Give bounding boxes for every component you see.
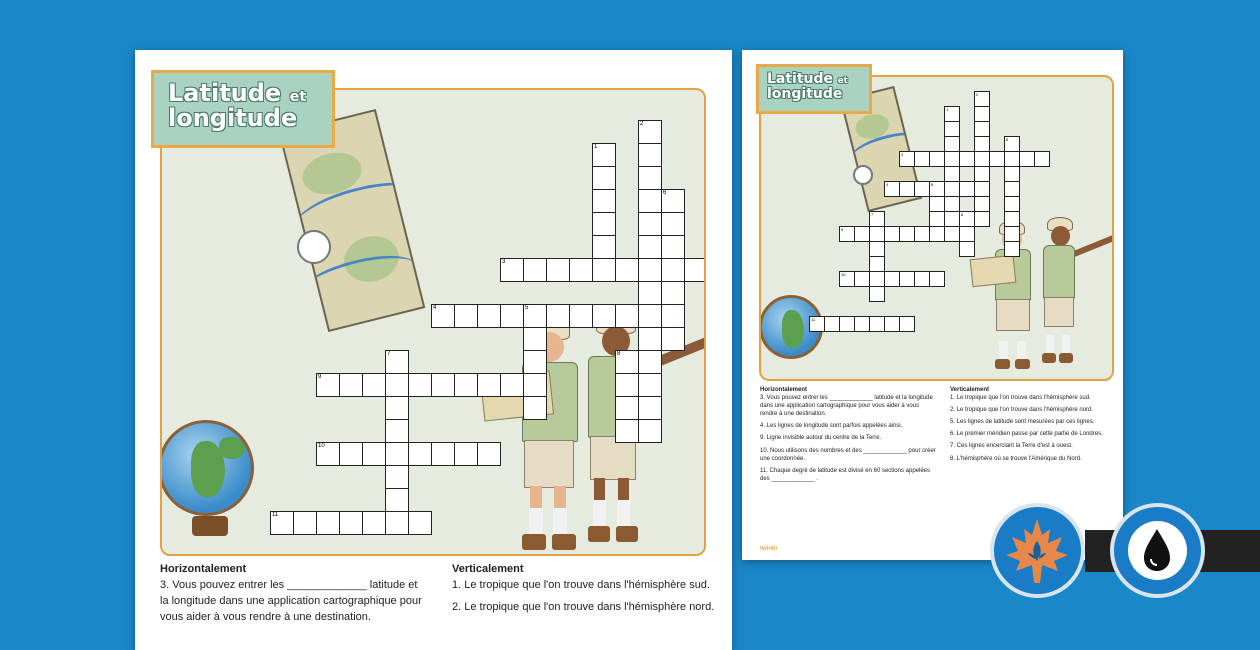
preview-title-line-1: Latitude [767,71,834,87]
crossword-cell[interactable] [454,442,478,466]
crossword-cell[interactable] [1004,196,1020,212]
crossword-cell[interactable] [1004,181,1020,197]
title-et: et [289,89,307,105]
crossword-cell[interactable] [959,151,975,167]
crossword-cell[interactable] [959,181,975,197]
preview-horizontal-clue: 10. Nous utilisons des nombres et des _____________ pour créer une coordonnée. [760,447,936,462]
crossword-cell[interactable] [974,166,990,182]
preview-vertical-heading: Verticalement [950,387,990,393]
crossword-cell[interactable] [385,511,409,535]
crossword-cell[interactable] [839,316,855,332]
crossword-cell[interactable] [869,271,885,287]
crossword-cell[interactable] [974,196,990,212]
preview-horizontal-clue: 9. Ligne invisible autour du centre de la Terre. [760,435,882,442]
preview-vertical-clue: 7. Ces lignes encerclant la Terre d'est à ouest. [950,443,1073,450]
crossword-cell[interactable] [339,511,363,535]
preview-title-et: et [837,75,848,85]
crossword-cell[interactable] [362,442,386,466]
crossword-cell[interactable] [477,442,501,466]
crossword-cell[interactable] [638,327,662,351]
crossword-cell[interactable] [523,373,547,397]
crossword-cell[interactable] [316,511,340,535]
crossword-cell[interactable] [385,442,409,466]
crossword-cell[interactable] [661,212,685,236]
crossword-cell[interactable] [1004,151,1020,167]
crossword-cell[interactable] [661,281,685,305]
crossword-cell[interactable] [500,304,524,328]
crossword-cell[interactable] [899,316,915,332]
crossword-cell[interactable] [899,271,915,287]
crossword-cell[interactable] [638,235,662,259]
crossword-cell[interactable] [454,373,478,397]
crossword-cell[interactable] [638,350,662,374]
crossword-cell[interactable] [454,304,478,328]
crossword-cell[interactable] [638,189,662,213]
title-line-2: longitude [168,104,298,133]
globe-image [160,420,254,516]
crossword-cell[interactable] [339,373,363,397]
clue-number: 7 [871,212,874,217]
crossword-cell[interactable] [684,258,706,282]
clue-number: 3 [901,152,904,157]
crossword-cell[interactable] [385,488,409,512]
crossword-cell[interactable] [959,241,975,257]
horizontal-clues [160,562,428,626]
crossword-cell[interactable] [929,211,945,227]
preview-compass-image [853,165,873,185]
crossword-cell[interactable] [899,226,915,242]
ink-drop-icon [1114,507,1201,594]
crossword-cell[interactable] [408,373,432,397]
ink-badge [1110,503,1205,598]
crossword-cell[interactable] [914,181,930,197]
crossword-cell[interactable] [661,327,685,351]
crossword-cell[interactable] [974,106,990,122]
preview-horizontal-clue: 3. Vous pouvez entrer les _____________ latitude et la longitude dans une application cartographique pour vous aider à vous rendre à une destination. [760,395,933,418]
clue-number: 9 [318,374,322,380]
clue-number: 11 [272,512,279,518]
crossword-cell[interactable] [293,511,317,535]
crossword-cell[interactable] [944,211,960,227]
preview-horizontal-clues [760,386,936,487]
clue-number: 5 [525,305,529,311]
crossword-cell[interactable] [1019,151,1035,167]
vertical-clue-1: 1. Le tropique que l'on trouve dans l'hémisphère sud. [452,578,710,591]
crossword-cell[interactable] [661,304,685,328]
crossword-cell[interactable] [569,258,593,282]
crossword-cell[interactable] [385,465,409,489]
clue-number: 11 [811,317,816,322]
crossword-cell[interactable] [854,316,870,332]
clue-number: 10 [318,443,325,449]
preview-horizontal-clue: 4. Les lignes de longitude sont parfois appelées ainsi. [760,423,903,430]
crossword-cell[interactable] [638,166,662,190]
globe-stand [192,516,228,536]
preview-frame [759,75,1114,381]
crossword-cell[interactable] [362,511,386,535]
crossword-cell[interactable] [824,316,840,332]
crossword-cell[interactable] [974,181,990,197]
crossword-cell[interactable] [929,196,945,212]
crossword-cell[interactable] [974,121,990,137]
crossword-cell[interactable] [974,151,990,167]
crossword-cell[interactable] [974,211,990,227]
crossword-cell[interactable] [884,226,900,242]
crossword-cell[interactable] [339,442,363,466]
crossword-cell[interactable] [546,258,570,282]
crossword-cell[interactable] [500,373,524,397]
preview-horizontal-heading: Horizontalement [760,387,808,393]
crossword-cell[interactable] [385,373,409,397]
crossword-cell[interactable] [929,271,945,287]
crossword-cell[interactable] [638,212,662,236]
crossword-cell[interactable] [592,166,616,190]
clue-number: 5 [931,182,934,187]
crossword-cell[interactable] [615,304,639,328]
clue-number: 8 [961,212,964,217]
crossword-cell[interactable] [944,226,960,242]
preview-vertical-clue: 1. Le tropique que l'on trouve dans l'hémisphère sud. [950,395,1091,402]
crossword-cell[interactable] [914,151,930,167]
crossword-cell[interactable] [638,281,662,305]
crossword-cell[interactable] [592,212,616,236]
crossword-cell[interactable] [1004,211,1020,227]
title-line-1: Latitude [168,79,282,107]
crossword-cell[interactable] [638,419,662,443]
clue-number: 1 [946,107,949,112]
crossword-cell[interactable] [477,373,501,397]
crossword-cell[interactable] [944,151,960,167]
crossword-cell[interactable] [929,226,945,242]
clue-number: 7 [387,351,391,357]
vertical-heading: Verticalement [452,563,524,575]
crossword-cell[interactable] [884,316,900,332]
crossword-cell[interactable] [362,373,386,397]
crossword-cell[interactable] [989,151,1005,167]
clue-number: 6 [1006,137,1009,142]
crossword-cell[interactable] [523,396,547,420]
crossword-cell[interactable] [944,136,960,152]
crossword-cell[interactable] [944,196,960,212]
preview-vertical-clue: 2. Le tropique que l'on trouve dans l'hémisphère nord. [950,407,1094,414]
crossword-cell[interactable] [431,442,455,466]
clue-number: 4 [886,182,889,187]
crossword-cell[interactable] [1004,226,1020,242]
vertical-clue-2: 2. Le tropique que l'on trouve dans l'hémisphère nord. [452,600,715,613]
crossword-cell[interactable] [431,373,455,397]
crossword-cell[interactable] [914,226,930,242]
preview-vertical-clue: 8. L'hémisphère où se trouve l'Amérique du Nord. [950,455,1082,462]
crossword-cell[interactable] [899,181,915,197]
worksheet-main [135,50,732,650]
crossword-cell[interactable] [569,304,593,328]
crossword-cell[interactable] [477,304,501,328]
crossword-cell[interactable] [638,373,662,397]
crossword-cell[interactable] [1034,151,1050,167]
clue-number: 4 [433,305,437,311]
clue-number: 2 [640,121,644,127]
crossword-cell[interactable] [1004,241,1020,257]
crossword-cell[interactable] [385,396,409,420]
crossword-cell[interactable] [974,136,990,152]
crossword-cell[interactable] [523,327,547,351]
crossword-cell[interactable] [523,258,547,282]
crossword-cell[interactable] [854,271,870,287]
crossword-cell[interactable] [615,419,639,443]
maple-leaf-fleur-de-lis-icon [994,507,1081,594]
crossword-cell[interactable] [592,235,616,259]
vertical-clues [452,562,722,616]
horizontal-heading: Horizontalement [160,563,247,575]
crossword-cell[interactable] [944,166,960,182]
worksheet-preview [742,50,1123,560]
crossword-cell[interactable] [408,511,432,535]
clue-number: 6 [663,190,667,196]
worksheet-frame [160,88,706,556]
compass-image [297,230,331,264]
crossword-cell[interactable] [944,121,960,137]
preview-vertical-clue: 6. Le premier méridien passe par cette partie de Londres. [950,431,1103,438]
crossword-cell[interactable] [869,316,885,332]
crossword-cell[interactable] [615,258,639,282]
worksheet-title [151,70,335,148]
clue-number: 8 [617,351,621,357]
preview-title [756,64,872,114]
crossword-cell[interactable] [661,235,685,259]
preview-vertical-clue: 5. Les lignes de latitude sont mesurées par ces lignes. [950,419,1095,426]
crossword-cell[interactable] [638,396,662,420]
crossword-cell[interactable] [869,286,885,302]
crossword-cell[interactable] [854,226,870,242]
clue-number: 3 [502,259,506,265]
crossword-cell[interactable] [546,304,570,328]
crossword-cell[interactable] [592,258,616,282]
crossword-cell[interactable] [869,256,885,272]
horizontal-clue-3: 3. Vous pouvez entrer les _____________ latitude et la longitude dans une application cartographique pour vous aider à vous rendre à une destination. [160,578,422,623]
crossword-cell[interactable] [638,258,662,282]
crossword-cell[interactable] [884,271,900,287]
crossword-cell[interactable] [869,226,885,242]
preview-title-line-2: longitude [767,85,843,102]
crossword-cell[interactable] [523,350,547,374]
clue-number: 2 [976,92,979,97]
crossword-cell[interactable] [959,226,975,242]
preview-horizontal-clue: 11. Chaque degré de latitude est divisé en 60 sections appelées des _____________ . [760,467,931,482]
crossword-cell[interactable] [592,304,616,328]
crossword-cell[interactable] [929,151,945,167]
crossword-cell[interactable] [592,189,616,213]
crossword-cell[interactable] [944,181,960,197]
crossword-cell[interactable] [615,373,639,397]
clue-number: 10 [841,272,846,277]
crossword-cell[interactable] [408,442,432,466]
crossword-cell[interactable] [638,143,662,167]
crossword-cell[interactable] [615,396,639,420]
crossword-cell[interactable] [385,419,409,443]
clue-number: 1 [594,144,598,150]
clue-number: 9 [841,227,844,232]
crossword-cell[interactable] [638,304,662,328]
crossword-cell[interactable] [914,271,930,287]
preview-explorer-right [1039,217,1114,377]
maple-leaf-badge [990,503,1085,598]
crossword-cell[interactable] [661,258,685,282]
preview-vertical-clues [950,386,1114,467]
brand-logo: twinkl [760,546,778,552]
crossword-cell[interactable] [869,241,885,257]
crossword-cell[interactable] [1004,166,1020,182]
